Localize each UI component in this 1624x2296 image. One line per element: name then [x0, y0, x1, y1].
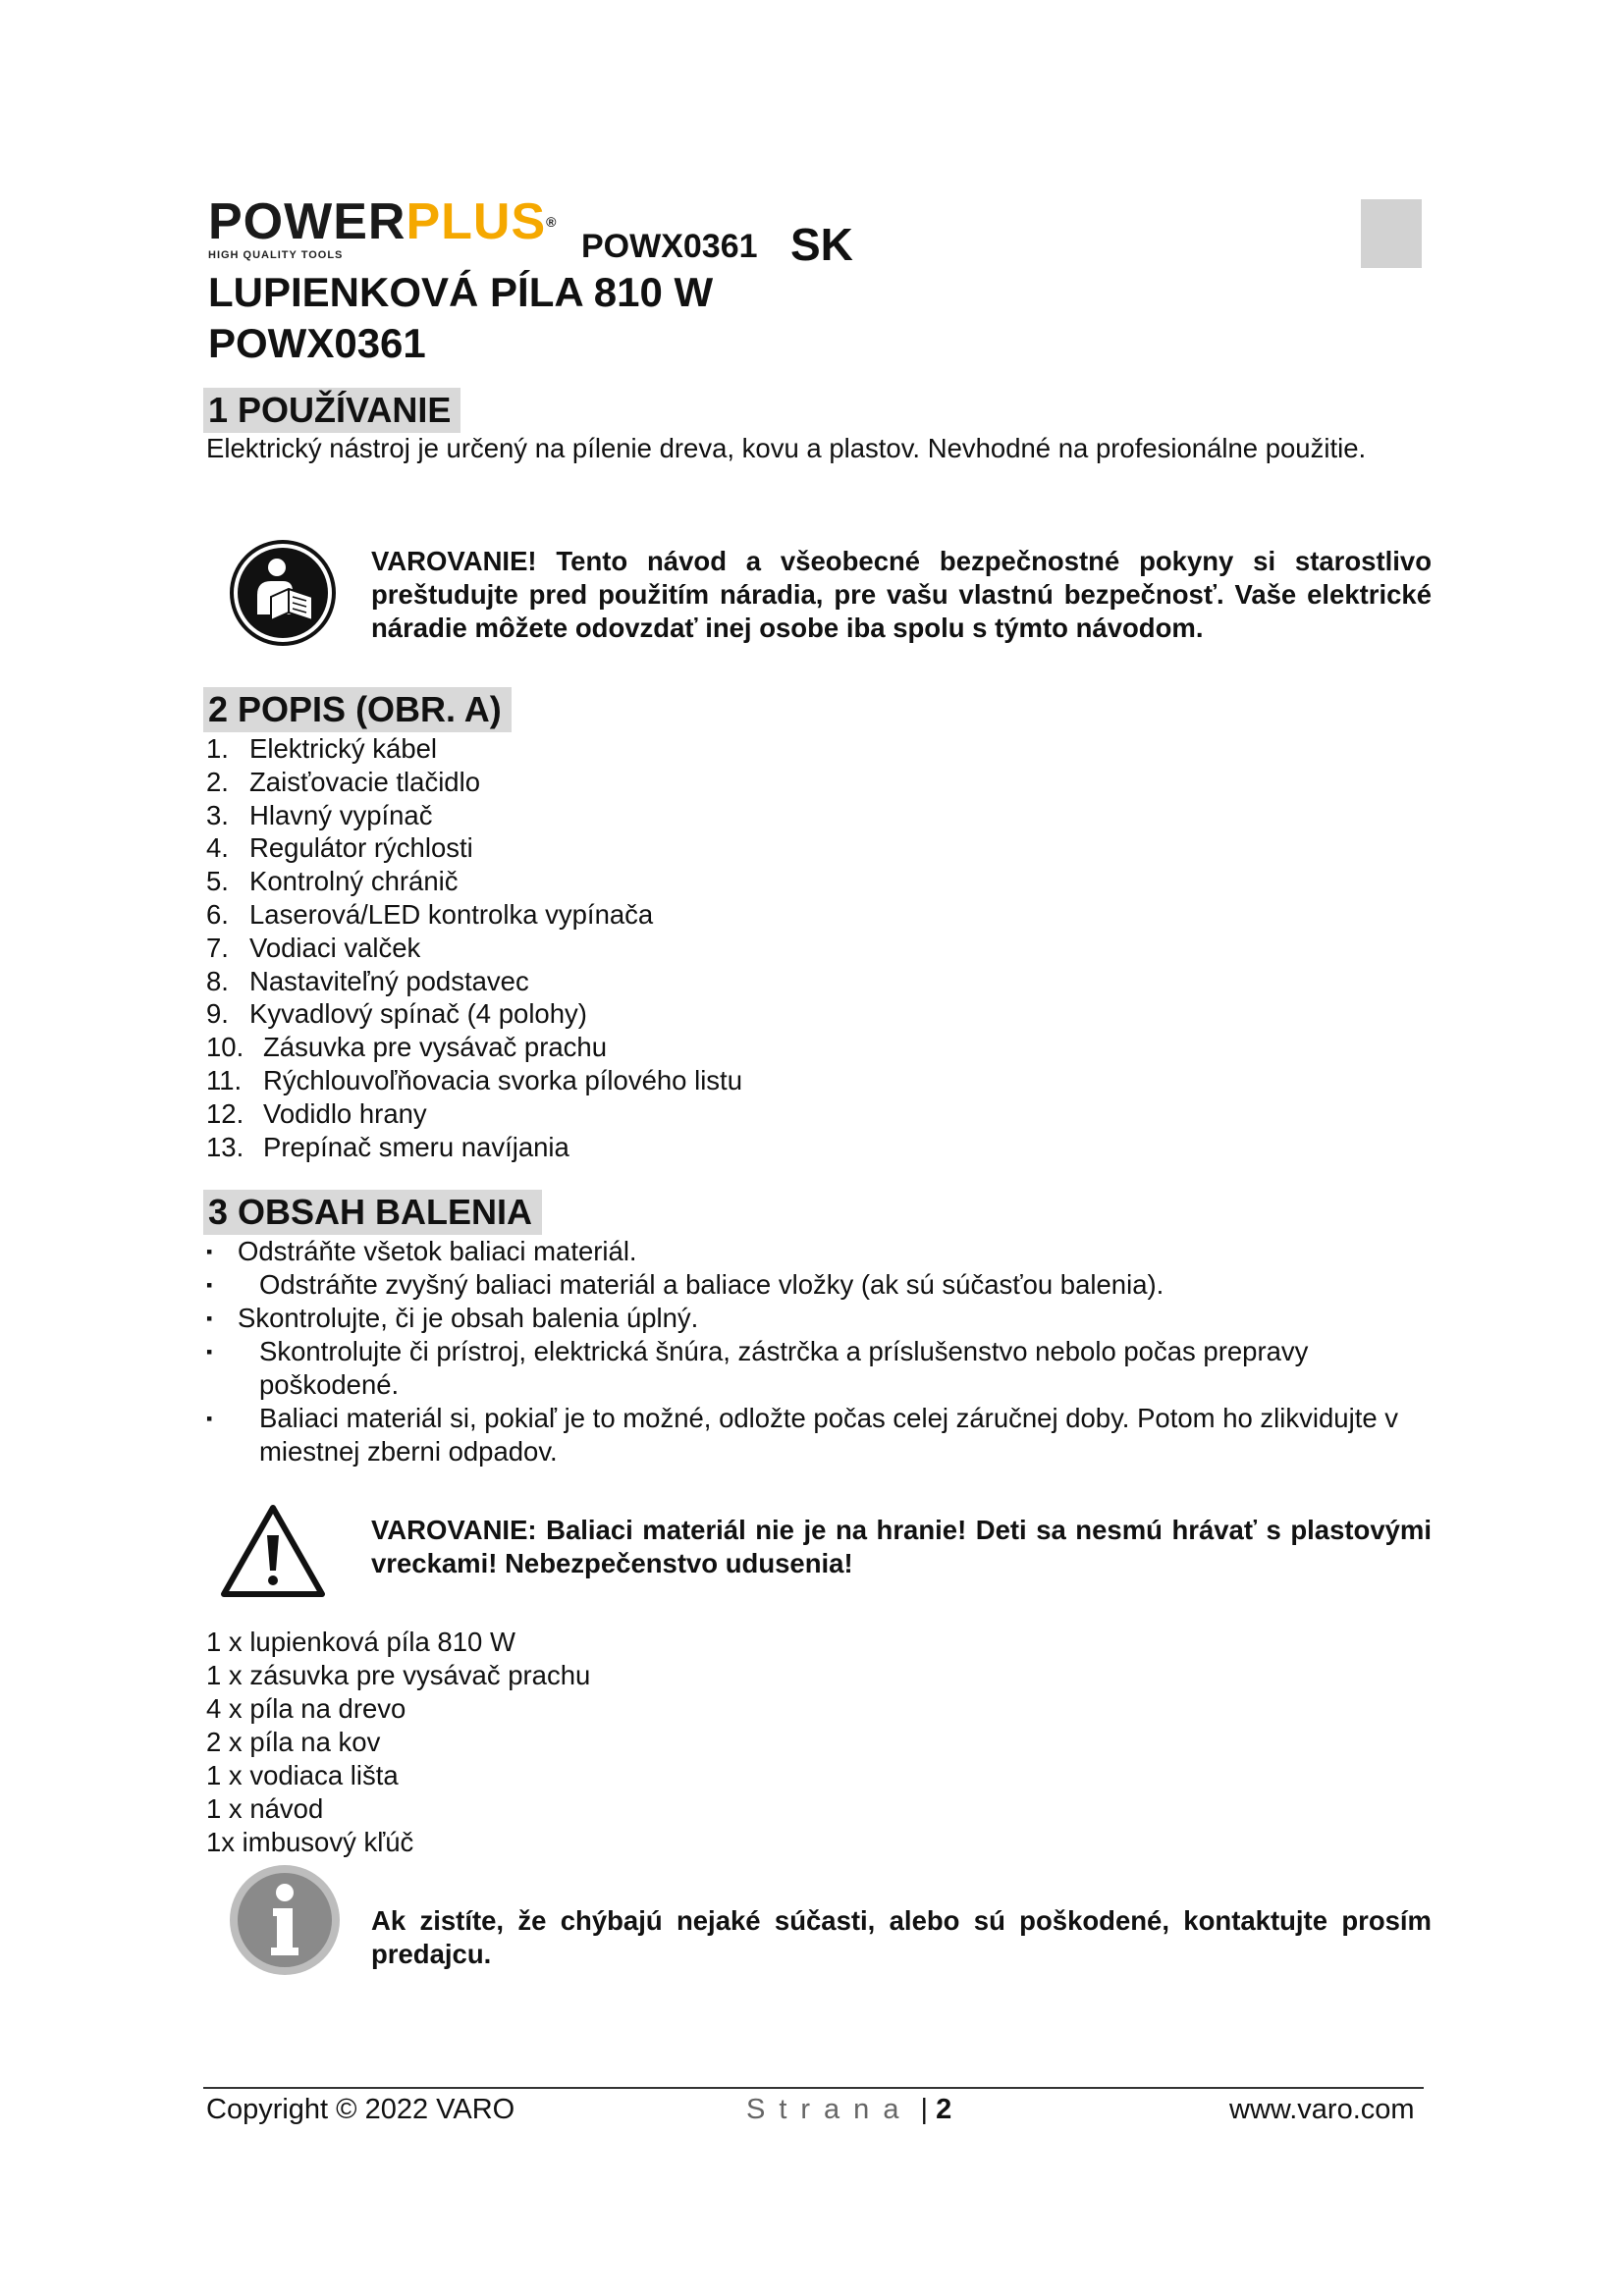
description-item — [206, 732, 742, 766]
description-list — [206, 732, 742, 1163]
description-item-number: 1. — [206, 733, 229, 764]
bullet-marker-icon: ▪ — [206, 1308, 213, 1328]
description-item-label: Zásuvka pre vysávač prachu — [263, 1032, 608, 1063]
description-item-number: 10. — [206, 1032, 244, 1063]
description-item-label: Regulátor rýchlosti — [249, 832, 473, 864]
unpacking-step — [206, 1402, 1434, 1468]
usage-warning: VAROVANIE! Tento návod a všeobecné bezpečnostné pokyny si starostlivo preštudujte pred použitím náradia, pre vašu vlastnú bezpečnosť. Vaše elektrické náradie môžete odovzdať inej osobe iba spolu s týmto návodom. — [371, 546, 1432, 643]
unpacking-step-text: Odstráňte všetok baliaci materiál. — [238, 1236, 637, 1266]
header-model-code: POWX0361 — [581, 228, 758, 265]
footer-website[interactable]: www.varo.com — [1229, 2094, 1415, 2125]
description-item-number: 6. — [206, 898, 229, 930]
description-item-label: Vodidlo hrany — [263, 1097, 427, 1129]
language-tab-marker — [1361, 199, 1422, 268]
description-item-number: 5. — [206, 866, 229, 897]
page-title: LUPIENKOVÁ PÍLA 810 W — [208, 269, 714, 315]
unpacking-step — [206, 1268, 1434, 1302]
description-item — [206, 997, 742, 1031]
package-content-item: 1 x lupienková píla 810 W — [206, 1627, 515, 1657]
package-contents-list — [206, 1626, 590, 1859]
description-item — [206, 965, 742, 998]
brand-name-power: POWER — [208, 193, 406, 250]
description-item-number: 8. — [206, 965, 229, 996]
description-item — [206, 898, 742, 932]
warning-triangle-icon — [218, 1502, 328, 1600]
bullet-marker-icon: ▪ — [206, 1342, 213, 1362]
description-item-number: 2. — [206, 766, 229, 797]
description-item-label: Rýchlouvoľňovacia svorka pílového listu — [263, 1064, 742, 1095]
description-item — [206, 766, 742, 799]
description-item — [206, 1031, 742, 1064]
brand-tagline: HIGH QUALITY TOOLS — [208, 249, 344, 261]
unpacking-step — [206, 1302, 1434, 1335]
brand-name-plus: PLUS — [406, 193, 547, 250]
description-item-number: 12. — [206, 1097, 244, 1129]
description-item-number: 9. — [206, 998, 229, 1030]
unpacking-step-text: Baliaci materiál si, pokiaľ je to možné, odložte počas celej záručnej doby. Potom ho zlikvidujte v miestnej zberni odpadov. — [259, 1403, 1399, 1467]
packaging-warning: VAROVANIE: Baliaci materiál nie je na hranie! Deti sa nesmú hrávať s plastovými vreckami! Nebezpečenstvo udusenia! — [371, 1515, 1432, 1578]
description-item-label: Elektrický kábel — [249, 733, 438, 764]
description-item-label: Zaisťovacie tlačidlo — [249, 766, 480, 797]
missing-parts-info: Ak zistíte, že chýbajú nejaké súčasti, alebo sú poškodené, kontaktujte prosím predajcu. — [371, 1905, 1432, 1969]
section-heading-description: 2 POPIS (OBR. A) — [203, 687, 512, 732]
package-content-item: 4 x píla na drevo — [206, 1693, 406, 1724]
description-item-number: 13. — [206, 1131, 244, 1162]
package-content-item: 1 x vodiaca lišta — [206, 1760, 399, 1790]
description-item-label: Nastaviteľný podstavec — [249, 965, 529, 996]
description-item-label: Vodiaci valček — [249, 932, 421, 963]
footer-page-label: Strana — [746, 2094, 913, 2125]
description-item — [206, 831, 742, 865]
package-content-item: 2 x píla na kov — [206, 1727, 381, 1757]
footer-copyright: Copyright © 2022 VARO — [206, 2094, 515, 2125]
description-item — [206, 1131, 742, 1164]
section-heading-usage: 1 POUŽÍVANIE — [203, 388, 460, 433]
description-item-label: Prepínač smeru navíjania — [263, 1131, 569, 1162]
unpacking-instructions — [206, 1235, 1434, 1468]
bullet-marker-icon: ▪ — [206, 1275, 213, 1295]
package-content-item: 1 x návod — [206, 1793, 324, 1824]
description-item — [206, 932, 742, 965]
bullet-marker-icon: ▪ — [206, 1242, 213, 1261]
footer-divider — [203, 2087, 1424, 2089]
description-item — [206, 1097, 742, 1131]
unpacking-step-text: Odstráňte zvyšný baliaci materiál a baliace vložky (ak sú súčasťou balenia). — [259, 1269, 1164, 1300]
section-heading-package-contents: 3 OBSAH BALENIA — [203, 1190, 542, 1235]
brand-registered-mark: ® — [546, 214, 558, 230]
page-subtitle-model: POWX0361 — [208, 320, 426, 366]
description-item-number: 4. — [206, 832, 229, 864]
description-item — [206, 865, 742, 898]
description-item — [206, 799, 742, 832]
unpacking-step-text: Skontrolujte či prístroj, elektrická šnúra, zástrčka a príslušenstvo nebolo počas prepravy poškodené. — [259, 1336, 1309, 1400]
unpacking-step — [206, 1335, 1434, 1402]
bullet-marker-icon: ▪ — [206, 1409, 213, 1428]
description-item-label: Laserová/LED kontrolka vypínača — [249, 898, 654, 930]
description-item-number: 11. — [206, 1064, 243, 1095]
usage-paragraph: Elektrický nástroj je určený na pílenie dreva, kovu a plastov. Nevhodné na profesionálne použitie. — [206, 433, 1367, 463]
description-item-label: Kyvadlový spínač (4 polohy) — [249, 998, 587, 1030]
footer-page-number: 2 — [936, 2094, 952, 2125]
package-content-item: 1 x zásuvka pre vysávač prachu — [206, 1660, 591, 1690]
unpacking-step — [206, 1235, 1434, 1268]
package-content-item: 1x imbusový kľúč — [206, 1827, 414, 1857]
footer-page-separator: | — [920, 2094, 929, 2125]
read-manual-icon — [228, 538, 338, 648]
unpacking-step-text: Skontrolujte, či je obsah balenia úplný. — [238, 1303, 699, 1333]
description-item-label: Hlavný vypínač — [249, 799, 433, 830]
description-item-number: 3. — [206, 799, 229, 830]
description-item — [206, 1064, 742, 1097]
header-language: SK — [790, 219, 853, 270]
description-item-label: Kontrolný chránič — [249, 866, 459, 897]
info-icon — [228, 1863, 342, 1977]
brand-logo — [208, 193, 562, 261]
footer-page-indicator — [746, 2094, 951, 2126]
description-item-number: 7. — [206, 932, 229, 963]
